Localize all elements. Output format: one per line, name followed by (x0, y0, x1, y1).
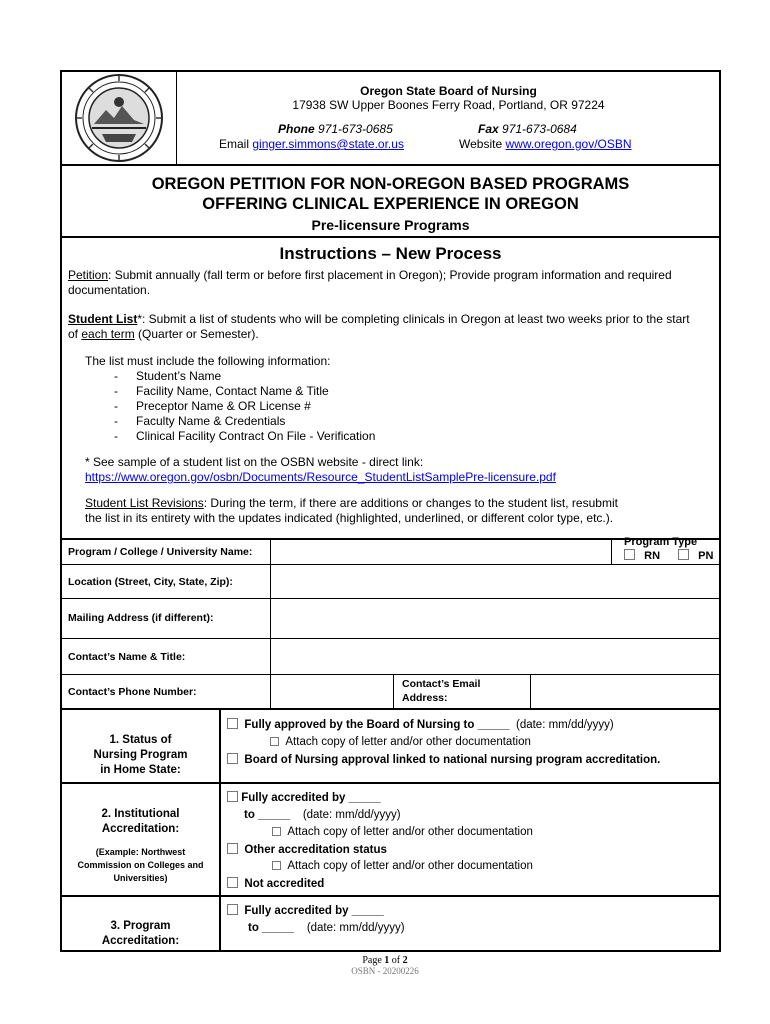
org-address: 17938 SW Upper Boones Ferry Road, Portland, OR 97224 (292, 98, 605, 112)
contact-email-field[interactable] (531, 675, 719, 708)
rn-option[interactable]: RN (624, 549, 660, 562)
mailing-label: Mailing Address (if different): (68, 612, 214, 624)
email-link[interactable]: ginger.simmons@state.or.us (252, 137, 404, 151)
student-list-paragraph: Student List*: Submit a list of students who will be completing clinicals in Oregon at least two weeks prior to the start of each term (Quarter or Semester). (68, 312, 690, 341)
s1-attach-option[interactable]: Attach copy of letter and/or other documentation (270, 736, 531, 748)
revisions-paragraph: Student List Revisions: During the term, if there are additions or changes to the student list, resubmit the list in its entirety with the updates indicated (highlighted, underlined, or different color type, etc.). (85, 496, 618, 525)
form-title-line1: OREGON PETITION FOR NON-OREGON BASED PROGRAMS (151, 175, 630, 193)
linked-approval-checkbox[interactable] (227, 753, 238, 764)
website-line: Website www.oregon.gov/OSBN (459, 137, 632, 151)
program-type-label: Program Type (624, 536, 698, 548)
not-accredited-checkbox[interactable] (227, 877, 238, 888)
contact-name-field[interactable] (271, 639, 719, 674)
petition-paragraph: Petition: Submit annually (fall term or before first placement in Oregon); Provide program information and required documentation. (68, 268, 672, 297)
instructions-section: Instructions – New Process Petition: Submit annually (fall term or before first placement in Oregon); Provide program information and required documentation. Student List*: Submit a list of students who will be completing clinicals in Oregon at least two weeks prior to the start of each term (Quarter or Semester). The list must include the following information: - Student’s Name - Facility Name, Contact Name & Title - Preceptor Name & OR License # - Faculty Name & Credentials - Clinical Facility Contract On File - Verification * See sample of a student list on the OSBN website - direct link: https://www.oregon.gov/osbn/Documents/Resource_StudentListSamplePre-licensure.pdf Student List Revisions: During the term, if there are additions or changes to the student list, resubmit the list in its entirety with the updates indicated (highlighted, underlined, or different color type, etc.). (62, 238, 719, 540)
institutional-section (62, 784, 719, 897)
other-accreditation-checkbox[interactable] (227, 843, 238, 854)
contact-phone-field[interactable] (271, 675, 393, 708)
inst-date-line: to _____ (date: mm/dd/yyyy) (244, 809, 401, 821)
status-section (62, 710, 719, 784)
contact-name-label: Contact’s Name & Title: (68, 651, 186, 663)
form-subtitle: Pre-licensure Programs (311, 217, 470, 233)
location-row (62, 565, 719, 599)
program-accreditation-section (62, 897, 719, 950)
page-footer (0, 955, 770, 976)
program-name-row (62, 536, 719, 565)
oregon-seal-icon (62, 72, 176, 164)
fax-line: Fax 971-673-0684 (478, 122, 577, 136)
sample-link[interactable]: https://www.oregon.gov/osbn/Documents/Resource_StudentListSamplePre-licensure.pdf (85, 470, 556, 484)
institutional-label: 2. Institutional Accreditation: (101, 808, 180, 835)
fully-approved-option[interactable]: Fully approved by the Board of Nursing to _____ (date: mm/dd/yyyy) (227, 718, 614, 731)
list-intro: The list must include the following information: (85, 354, 331, 368)
contact-phone-row (62, 675, 719, 710)
contact-email-label: Contact’s Email Address: (402, 678, 481, 704)
pn-checkbox[interactable] (678, 549, 689, 560)
s2-attach2-checkbox[interactable] (272, 861, 281, 870)
program-name-field[interactable] (271, 540, 611, 564)
phone-line: Phone 971-673-0685 (278, 122, 393, 136)
email-line: Email ginger.simmons@state.or.us (219, 137, 404, 151)
s2-attach1-checkbox[interactable] (272, 827, 281, 836)
sample-paragraph: * See sample of a student list on the OSBN website - direct link: https://www.oregon.gov/osbn/Documents/Resource_StudentListSamplePre-licensure.pdf (85, 455, 556, 484)
s2-attach2-option[interactable]: Attach copy of letter and/or other documentation (272, 860, 533, 872)
not-accredited-option[interactable]: Not accredited (227, 877, 324, 890)
letterhead-text (178, 72, 719, 164)
fax-number: 971-673-0684 (502, 122, 577, 136)
program-accreditation-label: 3. Program Accreditation: (101, 920, 180, 947)
document-code: OSBN - 20200226 (351, 966, 419, 976)
form-title-block (62, 166, 719, 238)
prog-fully-accredited-option[interactable]: Fully accredited by _____ (227, 904, 384, 917)
mailing-row (62, 599, 719, 639)
inst-fully-accredited-option[interactable]: Fully accredited by _____ (227, 791, 381, 804)
seal-cell (62, 72, 177, 164)
location-label: Location (Street, City, State, Zip): (68, 576, 233, 588)
inst-fully-accredited-checkbox[interactable] (227, 791, 238, 802)
org-name: Oregon State Board of Nursing (360, 84, 537, 98)
instructions-heading: Instructions – New Process (279, 244, 502, 263)
contact-phone-label: Contact’s Phone Number: (68, 686, 197, 698)
other-accreditation-option[interactable]: Other accreditation status (227, 843, 387, 856)
page-number: Page 1 of 2 (362, 955, 408, 966)
s1-attach-checkbox[interactable] (270, 737, 279, 746)
website-link[interactable]: www.oregon.gov/OSBN (505, 137, 632, 151)
status-label: 1. Status of Nursing Program in Home State: (93, 734, 188, 776)
letterhead (62, 72, 719, 166)
pn-option[interactable]: PN (678, 549, 713, 562)
location-field[interactable] (271, 565, 719, 598)
rn-checkbox[interactable] (624, 549, 635, 560)
prog-fully-accredited-checkbox[interactable] (227, 904, 238, 915)
fully-approved-checkbox[interactable] (227, 718, 238, 729)
contact-name-row (62, 639, 719, 675)
form-border (60, 70, 721, 952)
form-title-line2: OFFERING CLINICAL EXPERIENCE IN OREGON (202, 195, 579, 213)
program-name-label: Program / College / University Name: (68, 546, 253, 558)
s2-attach1-option[interactable]: Attach copy of letter and/or other documentation (272, 826, 533, 838)
institutional-example: (Example: Northwest Commission on Colleges and Universities) (77, 847, 204, 883)
phone-number: 971-673-0685 (318, 122, 393, 136)
prog-date-line: to _____ (date: mm/dd/yyyy) (248, 922, 405, 934)
mailing-field[interactable] (271, 599, 719, 638)
linked-approval-option[interactable]: Board of Nursing approval linked to national nursing program accreditation. (227, 753, 660, 766)
